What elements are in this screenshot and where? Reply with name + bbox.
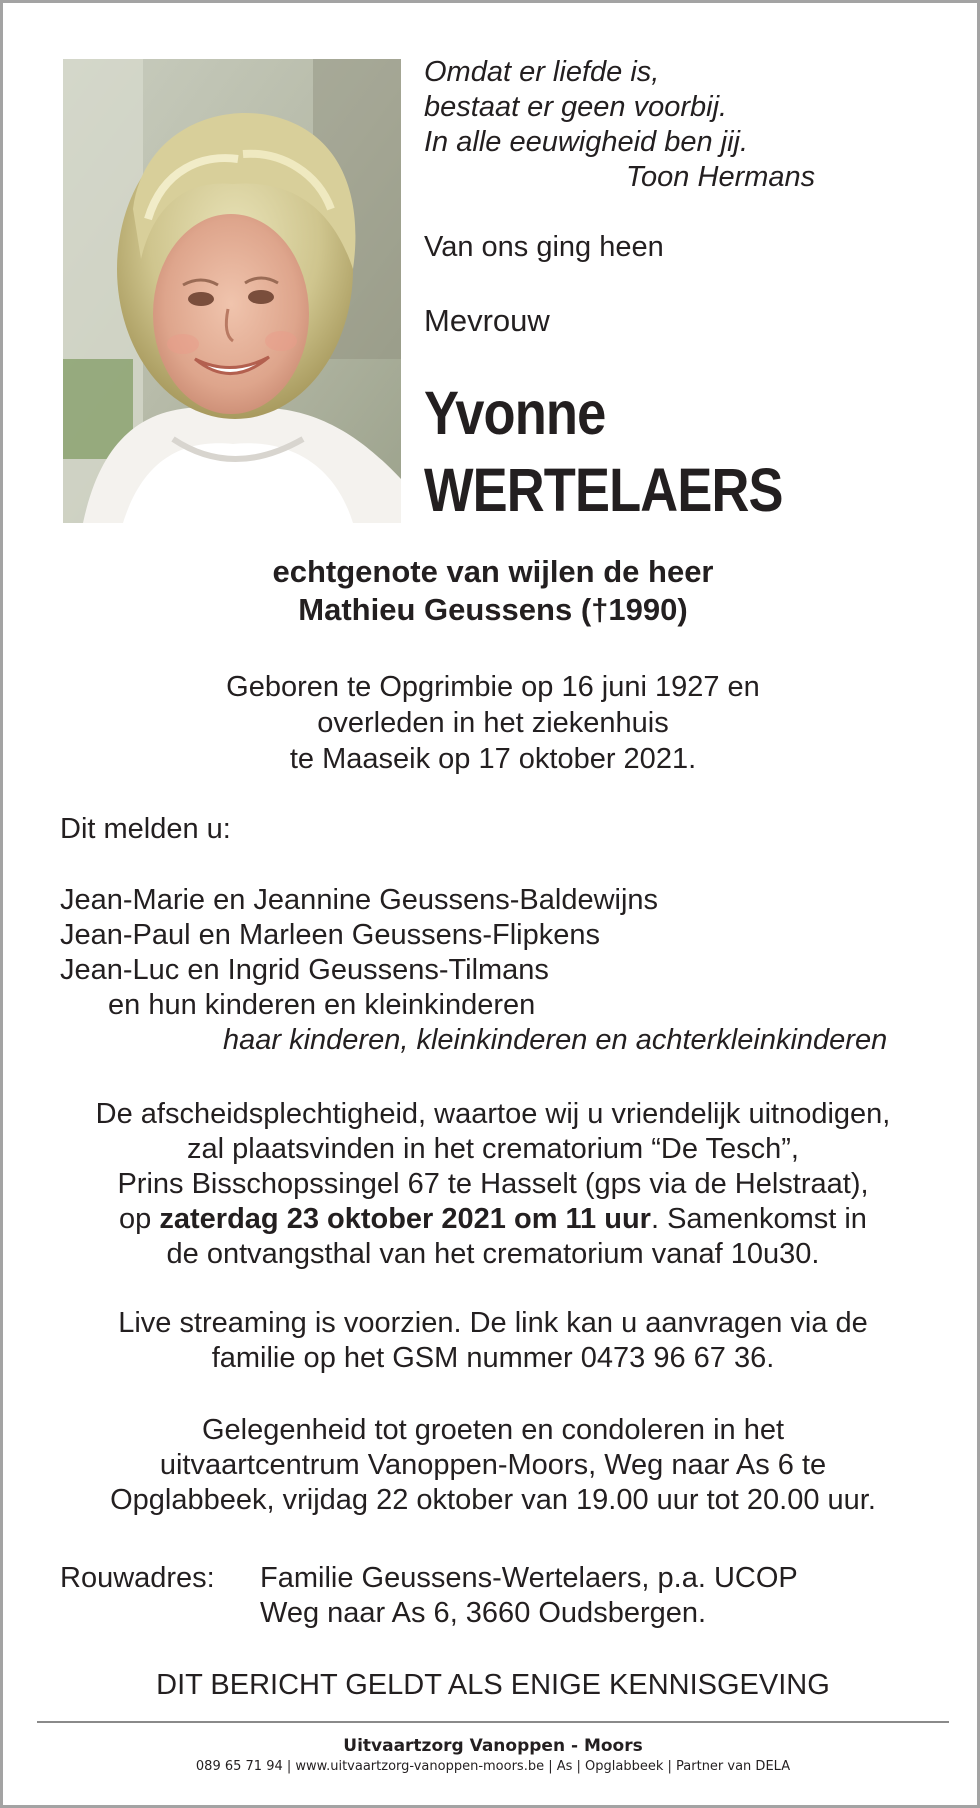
- streaming-info: [3, 1306, 980, 1376]
- born-line: te Maaseik op 17 oktober 2021.: [289, 743, 697, 775]
- family-role: haar kinderen, kleinkinderen en achterkleinkinderen: [223, 1024, 888, 1056]
- greet-line: Gelegenheid tot groeten en condoleren in het: [201, 1414, 785, 1446]
- family-member: Jean-Marie en Jeannine Geussens-Baldewijns: [60, 884, 659, 916]
- stream-line: Live streaming is voorzien. De link kan u aanvragen via de: [118, 1307, 868, 1339]
- funeral-home-name: Uitvaartzorg Vanoppen - Moors: [343, 1736, 643, 1756]
- ceremony-info: [3, 1097, 980, 1272]
- spouse-line: echtgenote van wijlen de heer: [272, 554, 714, 589]
- ceremony-line: Prins Bisschopssingel 67 te Hasselt (gps via de Helstraat),: [117, 1168, 869, 1200]
- ceremony-line: [3, 1202, 980, 1237]
- funeral-home-contact: 089 65 71 94 | www.uitvaartzorg-vanoppen-moors.be | As | Opglabbeek | Partner van DELA: [195, 1759, 791, 1774]
- born-line: overleden in het ziekenhuis: [317, 707, 669, 739]
- ceremony-line: de ontvangsthal van het crematorium vanaf 10u30.: [166, 1238, 820, 1270]
- born-line: Geboren te Opgrimbie op 16 juni 1927 en: [226, 671, 760, 703]
- first-name: Yvonne: [424, 379, 606, 447]
- birth-death-info: [3, 669, 980, 777]
- ceremony-date: zaterdag 23 oktober 2021 om 11 uur: [159, 1203, 651, 1235]
- family-kids: en hun kinderen en kleinkinderen: [108, 989, 536, 1021]
- notice-text: DIT BERICHT GELDT ALS ENIGE KENNISGEVING: [156, 1669, 830, 1701]
- stream-line: familie op het GSM nummer 0473 96 67 36.: [211, 1342, 775, 1374]
- family-list: [60, 883, 960, 1058]
- greet-line: uitvaartcentrum Vanoppen-Moors, Weg naar As 6 te: [159, 1449, 827, 1481]
- intro-text: Van ons ging heen: [424, 231, 664, 263]
- portrait-image: [63, 59, 401, 523]
- spouse-line: Mathieu Geussens (†1990): [298, 592, 688, 627]
- ceremony-line: zal plaatsvinden in het crematorium “De Tesch”,: [187, 1133, 799, 1165]
- condolence-info: [3, 1413, 980, 1518]
- portrait-photo: [63, 59, 401, 523]
- family-member: Jean-Luc en Ingrid Geussens-Tilmans: [60, 954, 549, 986]
- poem-author: Toon Hermans: [626, 161, 816, 193]
- greet-line: Opglabbeek, vrijdag 22 oktober van 19.00 uur tot 20.00 uur.: [110, 1484, 876, 1516]
- poem: [424, 55, 944, 195]
- last-name: WERTELAERS: [424, 456, 783, 524]
- ceremony-pre: op: [119, 1203, 160, 1235]
- deceased-name: [424, 375, 871, 529]
- salutation: Mevrouw: [424, 303, 550, 338]
- address-lines: [260, 1561, 798, 1631]
- ceremony-post: . Samenkomst in: [650, 1203, 867, 1235]
- announce-text: Dit melden u:: [60, 813, 231, 845]
- address-label: Rouwadres:: [60, 1562, 215, 1594]
- footer-divider: [37, 1721, 949, 1723]
- address-line: Weg naar As 6, 3660 Oudsbergen.: [260, 1597, 707, 1629]
- spouse-info: [3, 553, 980, 629]
- poem-line: bestaat er geen voorbij.: [424, 91, 728, 123]
- address-line: Familie Geussens-Wertelaers, p.a. UCOP: [260, 1562, 798, 1594]
- poem-line: Omdat er liefde is,: [424, 56, 660, 88]
- ceremony-line: De afscheidsplechtigheid, waartoe wij u vriendelijk uitnodigen,: [95, 1098, 891, 1130]
- poem-line: In alle eeuwigheid ben jij.: [424, 126, 749, 158]
- family-member: Jean-Paul en Marleen Geussens-Flipkens: [60, 919, 600, 951]
